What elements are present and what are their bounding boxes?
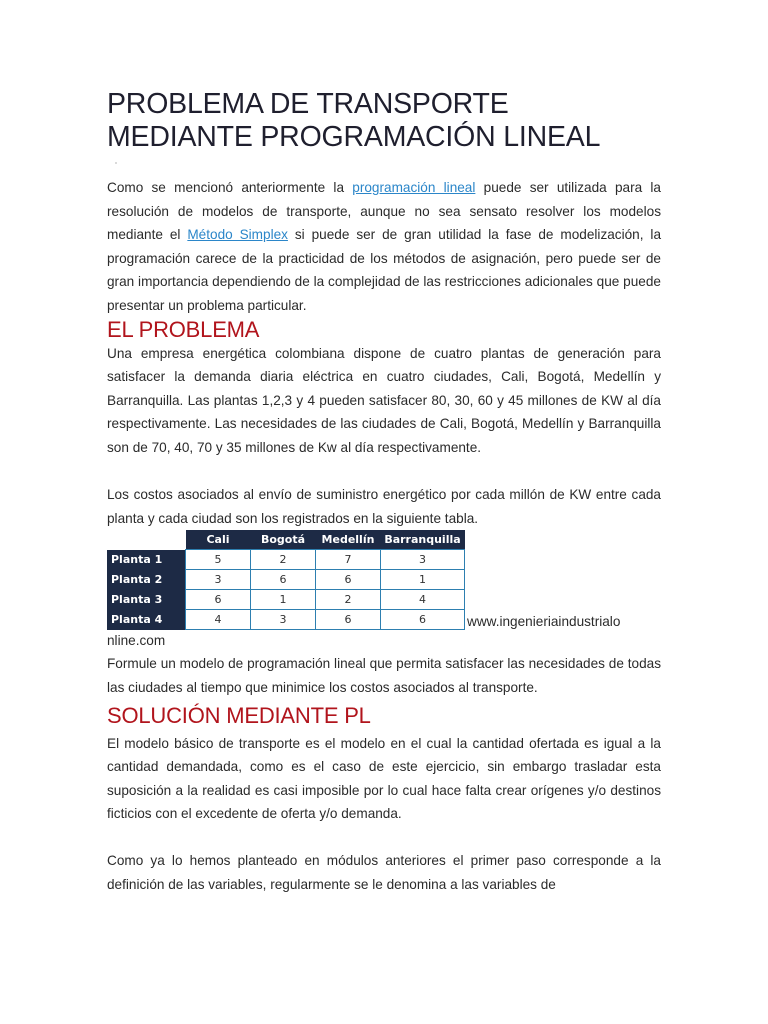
table-cell: 6 (186, 590, 251, 610)
table-row (107, 590, 465, 610)
table-cell: 6 (381, 610, 465, 630)
column-header-bogota: Bogotá (251, 530, 316, 550)
solution-paragraph-2: Como ya lo hemos planteado en módulos anteriores el primer paso corresponde a la definición de las variables, regularmente se le denomina a las variables de (107, 853, 661, 893)
table-cell: 6 (316, 610, 381, 630)
paragraph-spacer (107, 460, 661, 484)
table-cell: 1 (381, 570, 465, 590)
table-cell: 3 (251, 610, 316, 630)
metodo-simplex-link[interactable]: Método Simplex (187, 227, 288, 243)
table-cell: 3 (186, 570, 251, 590)
formulate-paragraph: Formule un modelo de programación lineal que permita satisfacer las necesidades de todas las ciudades al tiempo que minimice los costos asociados al transporte. (107, 656, 661, 695)
row-label: Planta 1 (107, 550, 186, 570)
table-cell: 6 (251, 570, 316, 590)
intro-text-1: Como se mencionó anteriormente la (107, 180, 353, 195)
page-title (107, 88, 661, 154)
table-cell: 1 (251, 590, 316, 610)
table-cell: 6 (316, 570, 381, 590)
solution-paragraph-1: El modelo básico de transporte es el modelo en el cual la cantidad ofertada es igual a la cantidad demandada, como es el caso de este ejercicio, sin embargo trasladar esta suposición a la realidad es casi imposible por lo cual hace falta crear orígenes y/o destinos ficticios con el excedente de oferta y/o demanda. (107, 735, 661, 822)
cost-table-header-row (107, 530, 465, 550)
intro-text-3: si puede ser de gran utilidad la fase de modelización, la programación carece de la practicidad de los métodos de asignación, pero puede ser de gran importancia dependiendo de la complejidad de las restricciones adicionales que puede presentar un problema particular. (107, 227, 662, 313)
table-cell: 2 (251, 550, 316, 570)
table-cell: 4 (381, 590, 465, 610)
intro-paragraph (107, 176, 661, 318)
source-credit: www.ingenieriaindustrialo (467, 614, 621, 630)
table-cell: 5 (186, 550, 251, 570)
source-credit-continued: nline.com (107, 633, 166, 649)
table-row (107, 570, 465, 590)
cost-table-corner (107, 530, 186, 550)
column-header-medellin: Medellín (316, 530, 381, 550)
page-title-line-2: MEDIANTE PROGRAMACIÓN LINEAL (107, 121, 601, 153)
table-cell: 2 (316, 590, 381, 610)
page-title-line-1: PROBLEMA DE TRANSPORTE (107, 88, 509, 120)
table-cell: 4 (186, 610, 251, 630)
solution-heading: SOLUCIÓN MEDIANTE PL (107, 702, 371, 728)
cost-table (107, 530, 465, 630)
table-cell: 3 (381, 550, 465, 570)
table-row (107, 550, 465, 570)
problem-paragraph-1: Una empresa energética colombiana dispone de cuatro plantas de generación para satisfacer la demanda diaria eléctrica en cuatro ciudades, Cali, Bogotá, Medellín y Barranquilla. Las plantas 1,2,3 y 4 pueden satisfacer 80, 30, 60 y 45 millones de KW al día respectivamente. Las necesidades de las ciudades de Cali, Bogotá, Medellín y Barranquilla son de 70, 40, 70 y 35 millones de Kw al día respectivamente. (107, 345, 661, 455)
row-label: Planta 3 (107, 590, 186, 610)
programacion-lineal-link[interactable]: programación lineal (352, 180, 476, 195)
document-page (107, 88, 661, 897)
intro-text-2: puede ser utilizada para la resolución de modelos de transporte, aunque no sea sensato resolver los modelos mediante el (107, 180, 661, 243)
table-row (107, 610, 465, 630)
table-cell: 7 (316, 550, 381, 570)
column-header-barranquilla: Barranquilla (381, 530, 465, 550)
problem-heading: EL PROBLEMA (107, 316, 260, 342)
row-label: Planta 4 (107, 610, 186, 630)
cost-table-row (107, 530, 661, 630)
row-label: Planta 2 (107, 570, 186, 590)
paragraph-spacer (107, 826, 661, 850)
decorative-dot (107, 160, 661, 168)
problem-paragraph-2: Los costos asociados al envío de suministro energético por cada millón de KW entre cada planta y cada ciudad son los registrados en la siguiente tabla. (107, 487, 661, 526)
column-header-cali: Cali (186, 530, 251, 550)
